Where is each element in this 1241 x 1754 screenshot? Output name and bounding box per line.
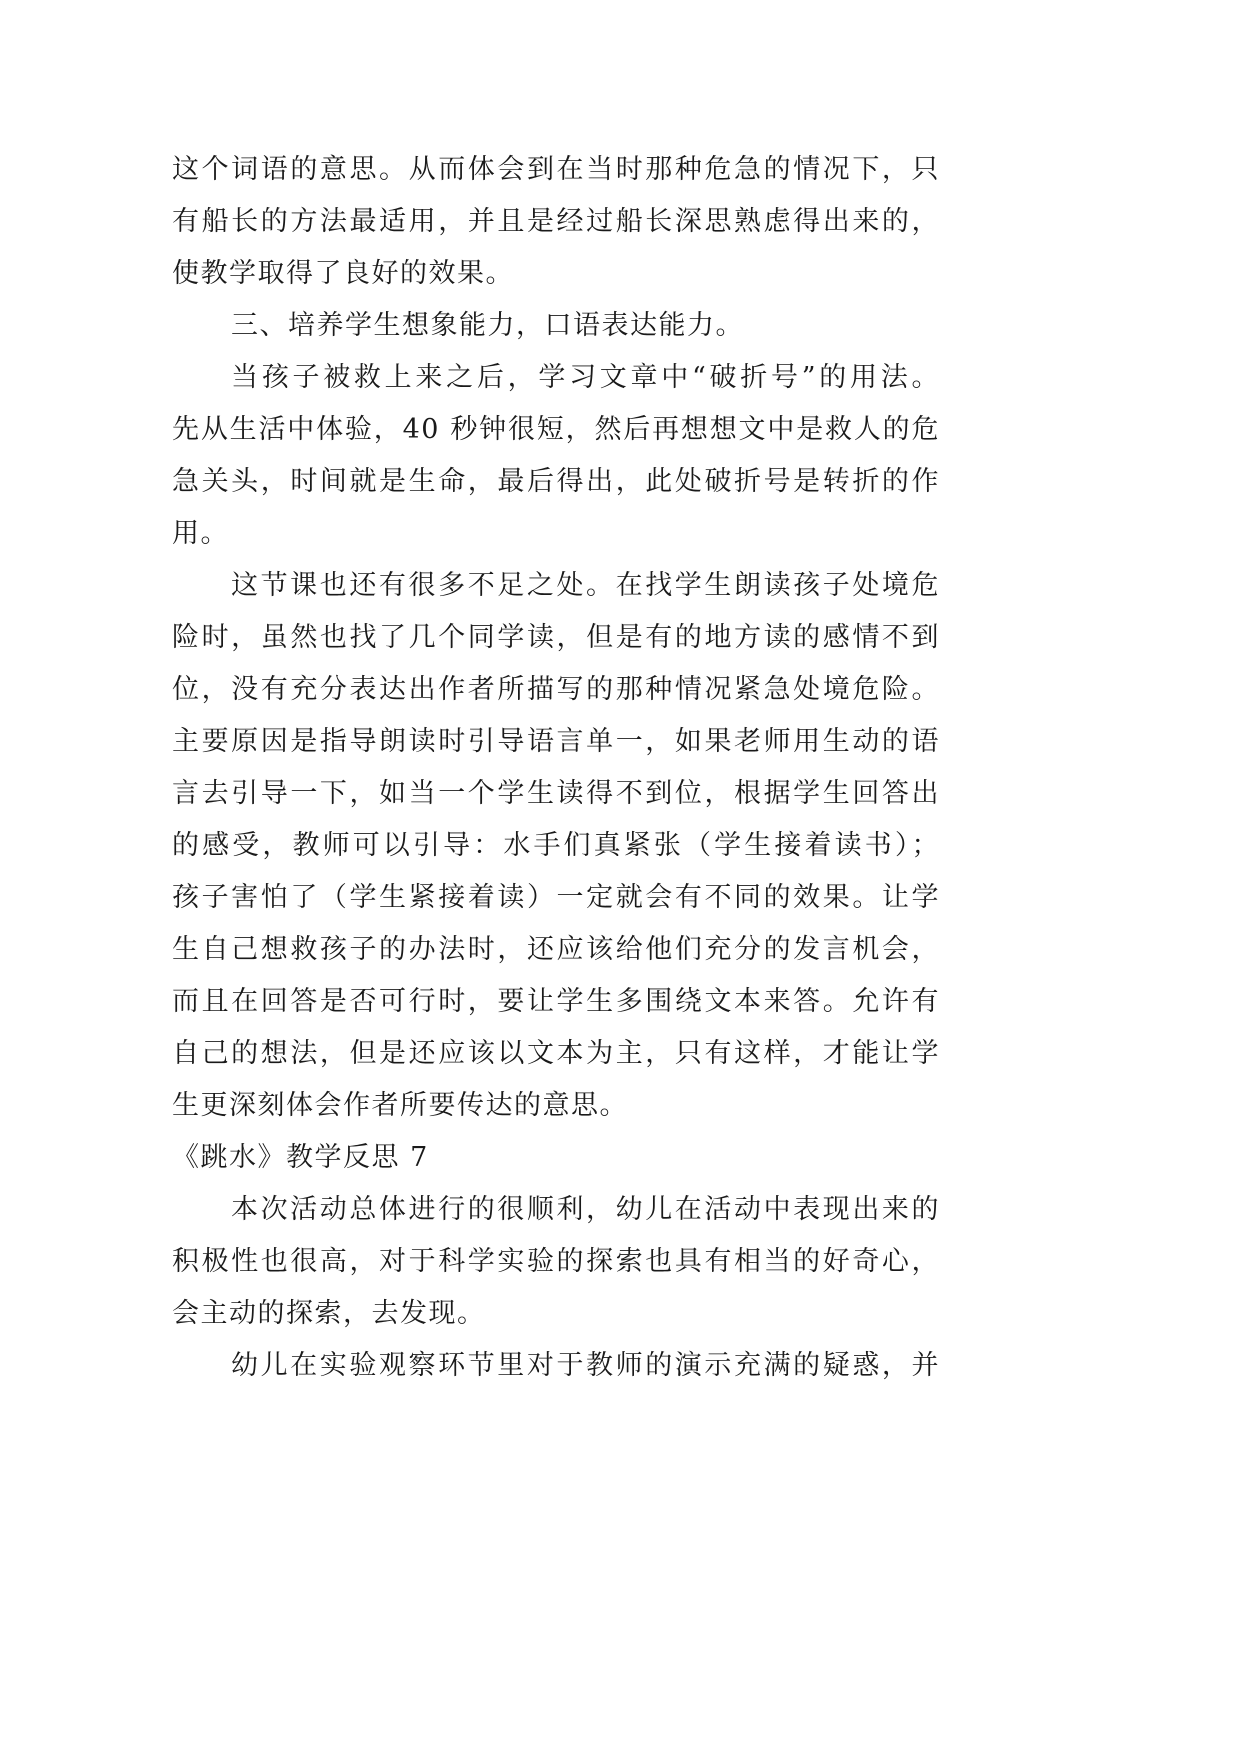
text-line: 的感受，教师可以引导：水手们真紧张（学生接着读书）； — [172, 830, 940, 861]
text-line: 自己的想法，但是还应该以文本为主，只有这样，才能让学 — [172, 1038, 940, 1069]
text-line: 急关头，时间就是生命，最后得出，此处破折号是转折的作 — [172, 466, 940, 497]
text-line: 积极性也很高，对于科学实验的探索也具有相当的好奇心， — [172, 1246, 940, 1277]
paragraph — [172, 352, 940, 560]
text-line: 主要原因是指导朗读时引导语言单一，如果老师用生动的语 — [172, 726, 940, 757]
paragraph — [172, 144, 940, 300]
text-line: 使教学取得了良好的效果。 — [172, 258, 514, 289]
paragraph — [172, 300, 940, 352]
paragraph — [172, 1340, 940, 1392]
text-line: 这节课也还有很多不足之处。在找学生朗读孩子处境危 — [231, 570, 940, 601]
text-line: 本次活动总体进行的很顺利，幼儿在活动中表现出来的 — [231, 1194, 940, 1225]
text-line: 有船长的方法最适用，并且是经过船长深思熟虑得出来的， — [172, 206, 940, 237]
text-line: 生更深刻体会作者所要传达的意思。 — [172, 1090, 628, 1121]
text-line: 这个词语的意思。从而体会到在当时那种危急的情况下，只 — [172, 154, 940, 185]
text-line: 幼儿在实验观察环节里对于教师的演示充满的疑惑，并 — [231, 1350, 940, 1381]
paragraph — [172, 1184, 940, 1340]
text-line: 言去引导一下，如当一个学生读得不到位，根据学生回答出 — [172, 778, 940, 809]
text-line: 险时，虽然也找了几个同学读，但是有的地方读的感情不到 — [172, 622, 940, 653]
text-line: 用。 — [172, 518, 229, 549]
text-line: 孩子害怕了（学生紧接着读）一定就会有不同的效果。让学 — [172, 882, 940, 913]
text-line: 生自己想救孩子的办法时，还应该给他们充分的发言机会， — [172, 934, 940, 965]
text-line: 当孩子被救上来之后，学习文章中“破折号”的用法。 — [231, 362, 940, 393]
text-line: 位，没有充分表达出作者所描写的那种情况紧急处境危险。 — [172, 674, 940, 705]
text-line: 而且在回答是否可行时，要让学生多围绕文本来答。允许有 — [172, 986, 940, 1017]
text-line: 先从生活中体验，40 秒钟很短，然后再想想文中是救人的危 — [172, 414, 940, 445]
paragraph — [172, 560, 940, 1132]
text-line: 会主动的探索，去发现。 — [172, 1298, 486, 1329]
section-title: 《跳水》教学反思 7 — [172, 1142, 429, 1173]
text-line: 三、培养学生想象能力，口语表达能力。 — [231, 310, 744, 341]
document-body — [172, 144, 940, 1392]
